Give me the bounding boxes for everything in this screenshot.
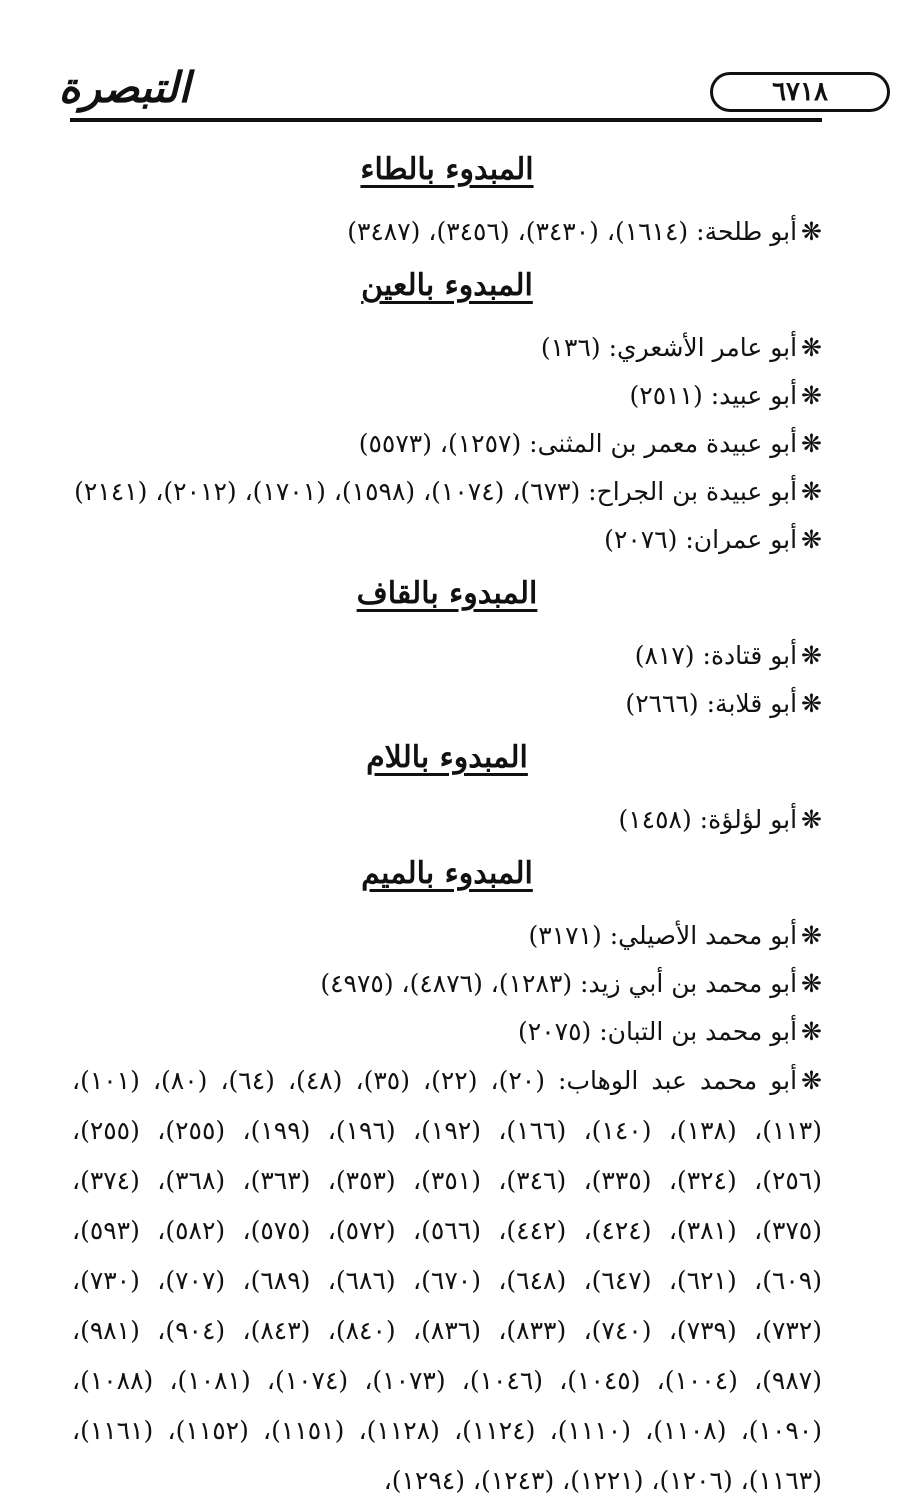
entry-name: أبو محمد الأصيلي (618, 921, 798, 950)
entry-refs: (٣١٧١) (528, 921, 602, 950)
index-content (72, 140, 822, 1506)
entry-marker-icon: ❋ (801, 1066, 822, 1095)
entry-refs: (٢٠٧٥) (518, 1017, 592, 1046)
index-entry: ❋أبو عامر الأشعري: (١٣٦) (72, 324, 822, 372)
entry-marker-icon: ❋ (801, 805, 822, 834)
entry-refs: (١٣٦) (540, 333, 601, 362)
section-heading: المبدوء بالميم (361, 856, 533, 891)
entry-marker-icon: ❋ (801, 1017, 822, 1046)
entry-refs: (١٢٨٣)، (٤٨٧٦)، (٤٩٧٥) (320, 969, 573, 998)
entry-name: أبو قتادة (710, 641, 798, 670)
index-entry: ❋أبو قتادة: (٨١٧) (72, 632, 822, 680)
entry-refs: (١٢٥٧)، (٥٥٧٣) (358, 429, 522, 458)
index-entry: ❋أبو عبيد: (٢٥١١) (72, 372, 822, 420)
entry-name: أبو طلحة (704, 217, 798, 246)
section-heading: المبدوء بالطاء (360, 152, 534, 187)
entry-name: أبو محمد عبد الوهاب (566, 1066, 798, 1095)
entry-refs: (٢٥١١) (629, 381, 703, 410)
section-heading: المبدوء بالقاف (356, 576, 538, 611)
book-title: التبصرة (58, 63, 190, 112)
entry-name: أبو محمد بن أبي زيد (588, 969, 798, 998)
index-entry: ❋أبو محمد الأصيلي: (٣١٧١) (72, 912, 822, 960)
entry-name: أبو لؤلؤة (708, 805, 798, 834)
entry-marker-icon: ❋ (801, 381, 822, 410)
index-entry: ❋أبو طلحة: (١٦١٤)، (٣٤٣٠)، (٣٤٥٦)، (٣٤٨٧) (72, 208, 822, 256)
entry-name: أبو عامر الأشعري (617, 333, 798, 362)
entry-marker-icon: ❋ (801, 477, 822, 506)
entry-refs: (٢٠)، (٢٢)، (٣٥)، (٤٨)، (٦٤)، (٨٠)، (١٠١)، (١١٣)، (١٣٨)، (١٤٠)، (١٦٦)، (١٩٢)، (١٩٦)، (١٩٩)، (٢٥٥)، (٢٥٥)، (٢٥٦)، (٣٢٤)، (٣٣٥)، (٣٤٦)، (٣٥١)، (٣٥٣)، (٣٦٣)، (٣٦٨)، (٣٧٤)، (٣٧٥)، (٣٨١)، (٤٢٤)، (٤٤٢)، (٥٦٦)، (٥٧٢)، (٥٧٥)، (٥٨٢)، (٥٩٣)، (٦٠٩)، (٦٢١)، (٦٤٧)، (٦٤٨)، (٦٧٠)، (٦٨٦)، (٦٨٩)، (٧٠٧)، (٧٣٠)، (٧٣٢)، (٧٣٩)، (٧٤٠)، (٨٣٣)، (٨٣٦)، (٨٤٠)، (٨٤٣)، (٩٠٤)، (٩٨١)، (٩٨٧)، (١٠٠٤)، (١٠٤٥)، (١٠٤٦)، (١٠٧٣)، (١٠٧٤)، (١٠٨١)، (١٠٨٨)، (١٠٩٠)، (١١٠٨)، (١١١٠)، (١١٢٤)، (١١٢٨)، (١١٥١)، (١١٥٢)، (١١٦١)، (١١٦٣)، (١٢٠٦)، (١٢٢١)، (١٢٤٣)، (١٢٩٤)، (72, 1066, 823, 1495)
entry-refs: (١٤٥٨) (618, 805, 692, 834)
entry-name: أبو محمد بن التبان (607, 1017, 798, 1046)
entry-marker-icon: ❋ (801, 969, 822, 998)
index-entry: ❋أبو عبيدة بن الجراح: (٦٧٣)، (١٠٧٤)، (١٥٩٨)، (١٧٠١)، (٢٠١٢)، (٢١٤١) (72, 468, 822, 516)
entry-name: أبو قلابة (715, 689, 798, 718)
page-header (58, 60, 828, 128)
entry-name: أبو عبيدة معمر بن المثنى (537, 429, 798, 458)
index-entry: ❋أبو عمران: (٢٠٧٦) (72, 516, 822, 564)
section-heading: المبدوء بالعين (361, 268, 533, 303)
index-entry: ❋أبو قلابة: (٢٦٦٦) (72, 680, 822, 728)
entry-marker-icon: ❋ (801, 921, 822, 950)
entry-marker-icon: ❋ (801, 525, 822, 554)
entry-refs: (٢٦٦٦) (625, 689, 699, 718)
entry-refs: (٢٠٧٦) (604, 525, 678, 554)
page-number: ٦٧١٨ (710, 72, 890, 112)
entry-refs: (٦٧٣)، (١٠٧٤)، (١٥٩٨)، (١٧٠١)، (٢٠١٢)، (٢١٤١) (74, 477, 581, 506)
entry-marker-icon: ❋ (801, 217, 822, 246)
header-rule (70, 118, 822, 122)
index-entry: ❋أبو عبيدة معمر بن المثنى: (١٢٥٧)، (٥٥٧٣) (72, 420, 822, 468)
index-entry: ❋أبو محمد بن التبان: (٢٠٧٥) (72, 1008, 822, 1056)
entry-marker-icon: ❋ (801, 689, 822, 718)
entry-marker-icon: ❋ (801, 429, 822, 458)
entry-refs: (١٦١٤)، (٣٤٣٠)، (٣٤٥٦)، (٣٤٨٧) (347, 217, 689, 246)
entry-refs: (٨١٧) (634, 641, 695, 670)
entry-marker-icon: ❋ (801, 333, 822, 362)
index-entry: ❋أبو لؤلؤة: (١٤٥٨) (72, 796, 822, 844)
index-entry: ❋أبو محمد بن أبي زيد: (١٢٨٣)، (٤٨٧٦)، (٤٩٧٥) (72, 960, 822, 1008)
section-heading: المبدوء باللام (366, 740, 528, 775)
index-entry: ❋أبو محمد عبد الوهاب: (٢٠)، (٢٢)، (٣٥)، (٤٨)، (٦٤)، (٨٠)، (١٠١)، (١١٣)، (١٣٨)، (١٤٠)، (١٦٦)، (١٩٢)، (١٩٦)، (١٩٩)، (٢٥٥)، (٢٥٥)، (٢٥٦)، (٣٢٤)، (٣٣٥)، (٣٤٦)، (٣٥١)، (٣٥٣)، (٣٦٣)، (٣٦٨)، (٣٧٤)، (٣٧٥)، (٣٨١)، (٤٢٤)، (٤٤٢)، (٥٦٦)، (٥٧٢)، (٥٧٥)، (٥٨٢)، (٥٩٣)، (٦٠٩)، (٦٢١)، (٦٤٧)، (٦٤٨)، (٦٧٠)، (٦٨٦)، (٦٨٩)، (٧٠٧)، (٧٣٠)، (٧٣٢)، (٧٣٩)، (٧٤٠)، (٨٣٣)، (٨٣٦)، (٨٤٠)، (٨٤٣)، (٩٠٤)، (٩٨١)، (٩٨٧)، (١٠٠٤)، (١٠٤٥)، (١٠٤٦)، (١٠٧٣)، (١٠٧٤)، (١٠٨١)، (١٠٨٨)، (١٠٩٠)، (١١٠٨)، (١١١٠)، (١١٢٤)، (١١٢٨)، (١١٥١)، (١١٥٢)، (١١٦١)، (١١٦٣)، (١٢٠٦)، (١٢٢١)، (١٢٤٣)، (١٢٩٤)، (72, 1056, 822, 1506)
entry-name: أبو عبيدة بن الجراح (596, 477, 798, 506)
entry-marker-icon: ❋ (801, 641, 822, 670)
entry-name: أبو عمران (693, 525, 798, 554)
entry-name: أبو عبيد (719, 381, 798, 410)
